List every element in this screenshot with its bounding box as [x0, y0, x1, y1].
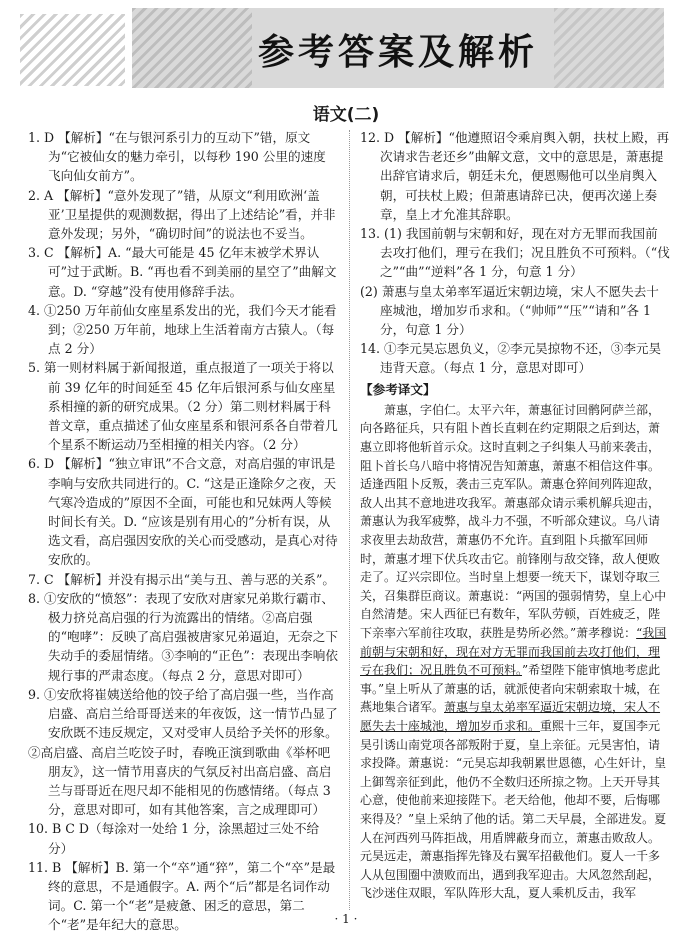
- translation-part-3: 重熙十三年，夏国李元昊引诱山南党项各部叛附于夏，皇上亲征。元昊害怕，请求投降。萧惠说：“元昊忘却我朝累世恩德，心生奸计，皇上御驾亲征到此，他仍不全数归还所掠之物。上天开导其心意，使他前来迎接陛下。老天给他，他却不要，后悔哪来得及？”皇上采纳了他的话。第二天早晨，全部进发。夏人在河西列马阵拒战，用盾牌蔽身而立，萧惠击败敌人。元昊远走，萧惠指挥先锋及右翼军招截他们。夏人一千多人从包围圈中溃败而出，遇到我军迎击。大风忽然刮起，飞沙迷住双眼，军队阵形大乱，夏人乘机反击，我军: [360, 718, 667, 901]
- answer-1: 1. D 【解析】“在与银河系引力的互动下”错，原文为“它被仙女的魅力牵引，以每秒 190 公里的速度飞向仙女前方”。: [28, 130, 326, 184]
- answer-6: 6. D 【解析】“独立审讯”不合文意，对高启强的审讯是李响与安欣共同进行的。C. “这是正逢除夕之夜，天气寒冷造成的”原因不全面，可能也和兄妹两人等候时间长有关。D. “应该是别有用心的”分析有误，从选文看，高启强因安欣的关心而受感动，是真心对待安欣的。: [28, 456, 338, 568]
- translation-text: [360, 401, 670, 903]
- answer-8: 8. ①安欣的“愤怒”：表现了安欣对唐家兄弟欺行霸市、极力挤兑高启强的行为流露出的情绪。②高启强的“咆哮”：反映了高启强被唐家兄弟逼迫，无奈之下失动手的委屈情绪。③李响的“正色”：表现出李响依规行事的严肃态度。（每点 2 分，意思对即可）: [28, 590, 338, 683]
- answer-9-part1: 9. ①安欣将崔姨送给他的饺子给了高启强一些，当作高启盛、高启兰给哥哥送来的年夜饭，这一情节凸显了安欣既不违反规定，又对受审人员给予关怀的形象。: [28, 686, 338, 741]
- page-title: 参考答案及解析: [257, 32, 538, 73]
- left-column: [28, 128, 338, 935]
- translation-part-2: ”希望陛下能审慎地考虑此事。”皇上听从了萧惠的话，就派使者向宋朝索取十城，在燕地集合诸军。: [360, 663, 661, 715]
- answer-5: 5. 第一则材料属于新闻报道，重点报道了一项关于将以前 39 亿年的时间延至 45 亿年后银河系与仙女座星系相撞的新的研究成果。（2 分）第二则材料属于科普文章，重点描述了仙女座星系和银河系各自带着几个星系不断运动乃至相撞的相关内容。（2 分）: [28, 360, 338, 453]
- translation-underlined-2: 萧惠与皇太弟率军逼近宋朝边境，宋人不愿失去十座城池，增加岁币求和。: [360, 700, 661, 733]
- answer-11: 11. B 【解析】B. 第一个“卒”通“猝”，第二个“卒”是最终的意思，不是通假字。A. 两个“后”都是名词作动词。C. 第一个“老”是疲惫、困乏的意思，第二个“老”是年纪大的意思。: [28, 859, 336, 933]
- subject-heading: 语文(二): [312, 105, 380, 125]
- corner-decoration: [20, 14, 125, 86]
- answer-4: 4. ①250 万年前仙女座星系发出的光，我们今天才能看到；②250 万年前，地球上生活着南方古猿人。（每点 2 分）: [28, 302, 337, 357]
- translation-part-1: 萧惠，字伯仁。太平六年，萧惠征讨回鹘阿萨兰部，向各路征兵，只有阻卜酋长直剌在约定期限之后到达，萧惠立即将他斩首示众。这时直剌之子纠集人马前来袭击，阻卜首长乌八暗中将情况告知萧惠，萧惠不相信这件事。适逢西阻卜反叛，袭击三克军队。萧惠仓猝间列阵迎敌，敌人出其不意地进攻我军。萧惠部众请示乘机解兵迎击，萧惠认为我军疲弊，战斗力不强，不听部众建议。乌八请求夜里去劫敌营，萧惠仍不允许。直到阻卜兵撤军回师时，萧惠才埋下伏兵攻击它。前锋刚与敌交锋，敌人便败走了。辽兴宗即位。当时皇上想要一统天下，谋划夺取三关，召集群臣商议。萧惠说：“两国的强弱情势，皇上心中自然清楚。宋人西征已有数年，军队劳顿，百姓疲乏，陛下亲率六军前往攻取，获胜是势所必然。”萧孝穆说：: [360, 402, 667, 640]
- answer-14: 14. ①李元昊忘恩负义，②李元昊掠物不还，③李元昊违背天意。（每点 1 分，意思对即可）: [360, 341, 662, 376]
- answer-7: 7. C 【解析】并没有揭示出“美与丑、善与恶的关系”。: [28, 571, 336, 587]
- column-divider: [349, 130, 350, 910]
- answer-3: 3. C 【解析】A. “最大可能是 45 亿年末被学术界认可”过于武断。B. “再也看不到美丽的星空了”曲解文意。D. “穿越”没有使用修辞手法。: [28, 245, 337, 299]
- answer-2: 2. A 【解析】“意外发现了”错，从原文“利用欧洲‘盖亚’卫星提供的观测数据，得出了上述结论”看，并非意外发现；另外，“确切时间”的说法也不妥当。: [28, 187, 336, 242]
- answer-13-part2: (2) 萧惠与皇太弟率军逼近宋朝边境，宋人不愿失去十座城池，增加岁币求和。（“帅师”“压”“请和”各 1 分，句意 1 分）: [360, 283, 659, 338]
- answer-10: 10. B C D（每涂对一处给 1 分，涂黑超过三处不给分）: [28, 821, 320, 856]
- answer-9-part2: ②高启盛、高启兰吃饺子时，春晚正演到歌曲《举杯吧朋友》，这一情节用喜庆的气氛反衬出高启盛、高启兰与哥哥近在咫尺却不能相见的伤感情绪。（每点 3 分，意思对即可，如有其他答案，言之成理即可）: [28, 744, 332, 818]
- answer-13-part1: 13. (1) 我国前朝与宋朝和好，现在对方无罪而我国前去攻打他们，理亏在我们；况且胜负不可预料。（“伐之”“曲”“逆料”各 1 分，句意 1 分）: [360, 226, 670, 280]
- answer-12: 12. D 【解析】“他遵照诏令乘肩舆入朝，扶杖上殿，再次请求告老还乡”曲解文意，文中的意思是，萧惠提出辞官请求后，朝廷未允，便恩赐他可以坐肩舆入朝，可扶杖上殿；但萧惠请辞已决，便再次递上奏章，皇上才允准其辞职。: [360, 130, 670, 222]
- right-column: [360, 128, 670, 903]
- title-banner: [132, 8, 664, 88]
- translation-heading: 【参考译文】: [360, 381, 436, 397]
- page-number: · 1 ·: [334, 912, 358, 926]
- translation-underlined-1: “我国前朝与宋朝和好，现在对方无罪而我国前去攻打他们，理亏在我们；况且胜负不可预料。: [360, 625, 667, 678]
